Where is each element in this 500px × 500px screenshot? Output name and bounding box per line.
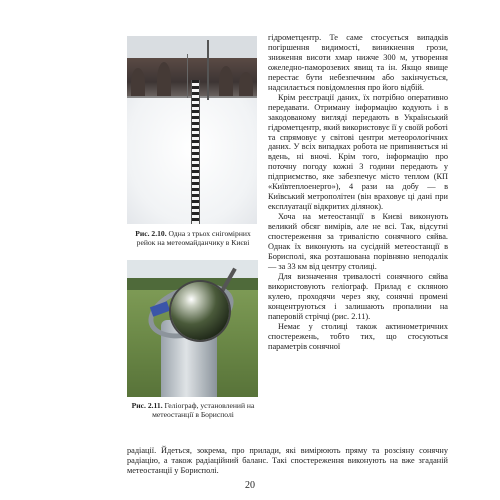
tree-shape (239, 72, 253, 98)
snow-stake-photo (127, 36, 257, 224)
glass-sphere (171, 282, 229, 340)
full-width-text (127, 446, 448, 476)
paragraph: радіації. Йдеться, зокрема, про прилади, які вимірюють пряму та розсіяну сонячну радіацію, а також радіаційний баланс. Такі спостереження виконують на вже згаданій метеостанції у Борисполі. (127, 446, 448, 475)
paragraph: Немає у столиці також актинометричних спостережень, тобто тих, що стосуються параметрів сонячної (268, 321, 448, 351)
figure-caption (126, 401, 260, 419)
tree-shape (157, 62, 171, 98)
figure-number: Рис. 2.11. (131, 401, 163, 410)
photo-pole (207, 40, 209, 100)
figure-number: Рис. 2.10. (135, 229, 167, 238)
figure-caption-text: Одна з трьох снігомірних рейок на метеомайданчику в Києві (136, 229, 251, 247)
text-column (268, 33, 448, 352)
heliograph-photo (127, 260, 258, 397)
figure-caption-text: Геліограф, установлений на метеостанції в Борисполі (152, 401, 255, 419)
figure-caption (128, 229, 258, 247)
photo-pole (187, 54, 188, 98)
paragraph: Крім реєстрації даних, їх потрібно оперативно передавати. Отриману інформацію кодують і в закодованому вигляді передають в Український гідрометцентр, який використовує її у своїй роботі та спрямовує у світові центри метеорологічних даних. У всіх випадках робота не припиняється ні вдень, ні вночі. Крім того, інформацію про поточну погоду кожні 3 години передають у підприємство, яке забезпечує місто теплом (КП «Київтеплоенерго»), 4 рази на добу — в Київський метрополітен (він враховує ці дані при експлуатації відкритих ділянок). (268, 92, 448, 212)
paragraph: Для визначення тривалості сонячного сяйва використовують геліограф. Прилад є скляною кулею, проходячи через яку, сонячні промені концентруються і залишають пропалини на паперовій стрічці (рис. 2.11). (268, 271, 448, 321)
snow-measuring-stake (191, 80, 200, 224)
paragraph: Хоча на метеостанції в Києві виконують великий обсяг вимірів, але не всі. Так, відсутні спостереження за тривалістю сонячного сяйва. Однак їх виконують на сусідній метеостанції в Борисполі, яка розташована порівняно неподалік — за 33 км від центру столиці. (268, 212, 448, 271)
page-number: 20 (245, 480, 255, 491)
tree-shape (219, 66, 233, 98)
paragraph: гідрометцентр. Те саме стосується випадків погіршення видимості, виникнення грози, зниження висоти хмар нижче 300 м, утворення ожеледно-паморозевих явищ та ін. Якщо явище перестає бути небезпечним або закінчується, надсилається повідомлення про його відбій. (268, 33, 448, 92)
tree-shape (131, 68, 145, 98)
